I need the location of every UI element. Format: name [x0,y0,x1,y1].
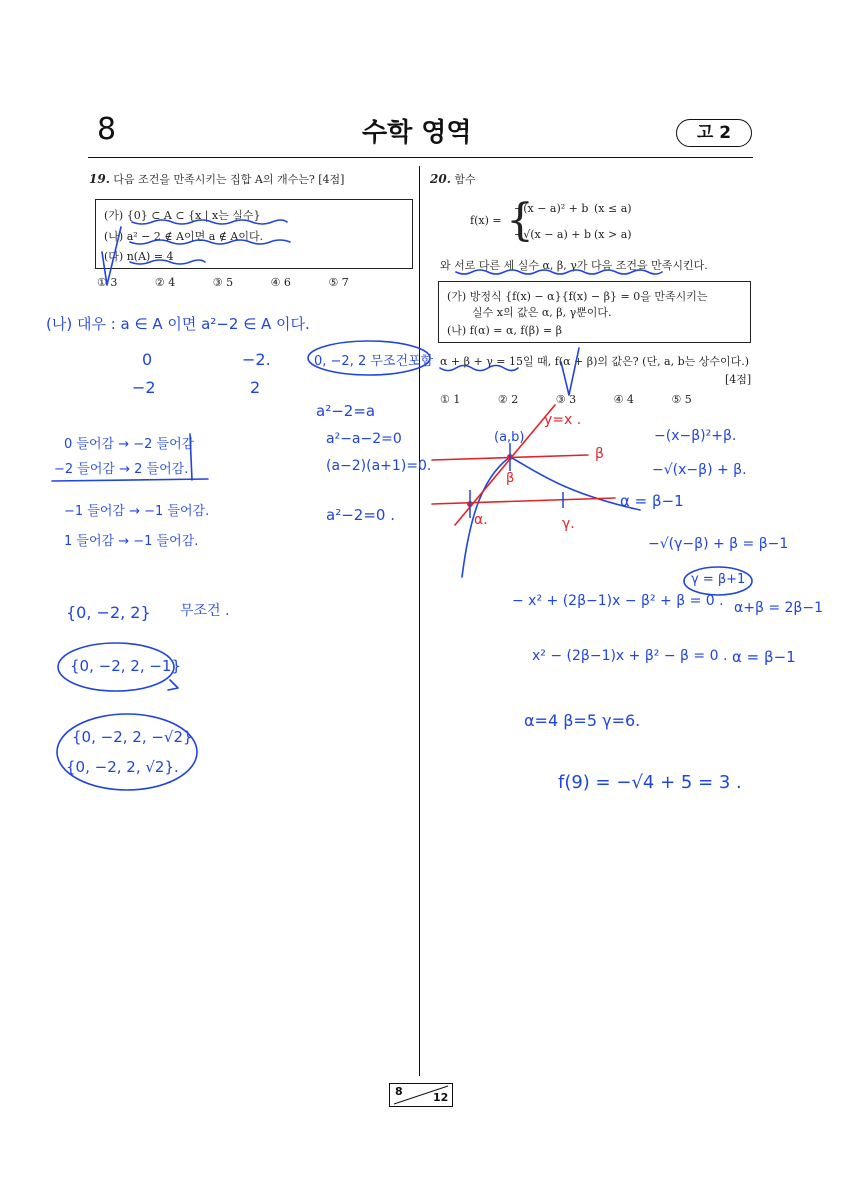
set-bc-circle [57,714,197,790]
note-pair1-left: 0 [142,350,153,369]
note-quad1: − x² + (2β−1)x − β² + β = 0 . [512,593,724,609]
note-gamma-result: γ = β+1 [691,572,746,587]
note-eq4: a²−2=0 . [326,506,395,524]
q20-piece2-expr: −√(x − a) + b [514,228,592,241]
q19-underline-2 [130,240,290,244]
note-exp1: −(x−β)²+β. [654,428,737,444]
q20-choice-2: ② 2 [497,393,519,406]
note-eq1: a²−2=a [316,402,376,420]
q20-choice-3: ③ 3 [555,393,577,406]
note-set-base: {0, −2, 2} [66,603,151,622]
q20-number: 20. [430,172,451,186]
note-sum-line: α+β = 2β−1 [734,600,824,616]
graph-label-alpha: α. [474,512,488,528]
note-set-c: {0, −2, 2, √2}. [66,758,179,776]
set-a-arrow [168,680,178,690]
note-rule3: −1 들어감 → −1 들어감. [64,504,210,519]
q19-choice-1: ① 3 [97,276,118,289]
note-alpha-eq2: α = β−1 [732,648,796,666]
note-rule2: −2 들어감 → 2 들어감. [54,462,189,477]
q20-piece2-cond: (x > a) [594,228,632,241]
note-values: α=4 β=5 γ=6. [524,711,641,730]
note-rule4: 1 들어감 → −1 들어감. [64,534,199,549]
q19-underline-3 [130,260,205,264]
q20-func-lhs: f(x) = [470,214,502,227]
q19-choice-3: ③ 5 [212,276,234,289]
q20-underline-stem [456,270,662,274]
q20-brace: { [506,195,534,246]
graph-label-beta-axis: β [595,446,604,462]
note-exp2: −√(x−β) + β. [652,462,747,478]
q19-condition-1: (가) {0} ⊂ A ⊂ {x | x는 실수} [104,209,261,222]
note-gamma-line: −√(γ−β) + β = β−1 [648,536,789,552]
graph-horizontal-alpha [432,498,615,504]
header-subject-title: 수학 영역 [362,118,472,148]
q20-condition-2: (나) f(α) = α, f(β) = β [447,324,563,337]
graph-label-vertex: (a,b) [494,430,525,445]
note-quad2: x² − (2β−1)x + β² − β = 0 . [532,648,728,664]
footer-page-current: 8 [395,1085,403,1098]
note-rule1: 0 들어감 → −2 들어감 [64,437,195,452]
q20-choice-4: ④ 4 [613,393,634,406]
q19-condition-3: (다) n(A) = 4 [104,250,174,263]
q20-stem: 와 서로 다른 세 실수 α, β, γ가 다음 조건을 만족시킨다. [440,259,708,272]
note-set-b: {0, −2, 2, −√2} [72,728,193,746]
footer-page-box [389,1083,453,1107]
graph-label-line: y=x . [544,412,582,428]
q20-choice-5: ⑤ 5 [671,393,692,406]
footer-page-total: 12 [433,1091,449,1104]
grade-badge-label: 고 2 [696,123,732,143]
note-alpha-eq: α = β−1 [620,492,684,510]
q20-choice-1: ① 1 [440,393,461,406]
q19-choice-5: ⑤ 7 [328,276,349,289]
q19-underline-1 [132,220,287,224]
q20-check-mark [561,348,579,395]
q20-condition-1: (가) 방정식 {f(x) − α}{f(x) − β} = 0을 만족시키는 [447,290,708,303]
q19-condition-2: (나) a² − 2 ∉ A이면 a ∉ A이다. [104,230,264,243]
q19-check-mark [102,227,121,285]
note-set-base-note: 무조건 . [180,603,230,619]
q20-intro: 함수 [454,173,476,186]
q20-final: α + β + γ = 15일 때, f(α + β)의 값은? (단, a, b는 상수이다.) [440,355,750,368]
q19-choice-4: ④ 6 [270,276,291,289]
graph-label-beta-point: β [506,471,515,486]
note-pair2-right: 2 [250,378,261,397]
q20-condition-1b: 실수 x의 값은 α, β, γ뿐이다. [472,306,612,319]
graph-label-gamma: γ. [562,516,575,532]
q19-number: 19. [89,172,110,186]
q20-underline-final [440,366,518,371]
note-answer: f(9) = −√4 + 5 = 3 . [558,772,742,793]
note-eq2: a²−a−2=0 [326,431,402,447]
note-eq3: (a−2)(a+1)=0. [326,458,432,474]
note-must-include: 0, −2, 2 무조건포함 [314,354,434,369]
q20-piece1-expr: −(x − a)² + b [514,202,589,215]
note-pair1-right: −2. [242,350,271,369]
q19-question: 다음 조건을 만족시키는 집합 A의 개수는? [4점] [113,173,345,186]
note-pair2-left: −2 [132,378,156,397]
note-set-a: {0, −2, 2, −1} [70,657,182,675]
header-page-number: 8 [97,112,117,147]
q19-choice-2: ② 4 [154,276,176,289]
q20-points: [4점] [725,373,752,386]
q20-piece1-cond: (x ≤ a) [594,202,632,215]
note-contrapositive: (나) 대우 : a ∈ A 이면 a²−2 ∈ A 이다. [46,315,310,333]
